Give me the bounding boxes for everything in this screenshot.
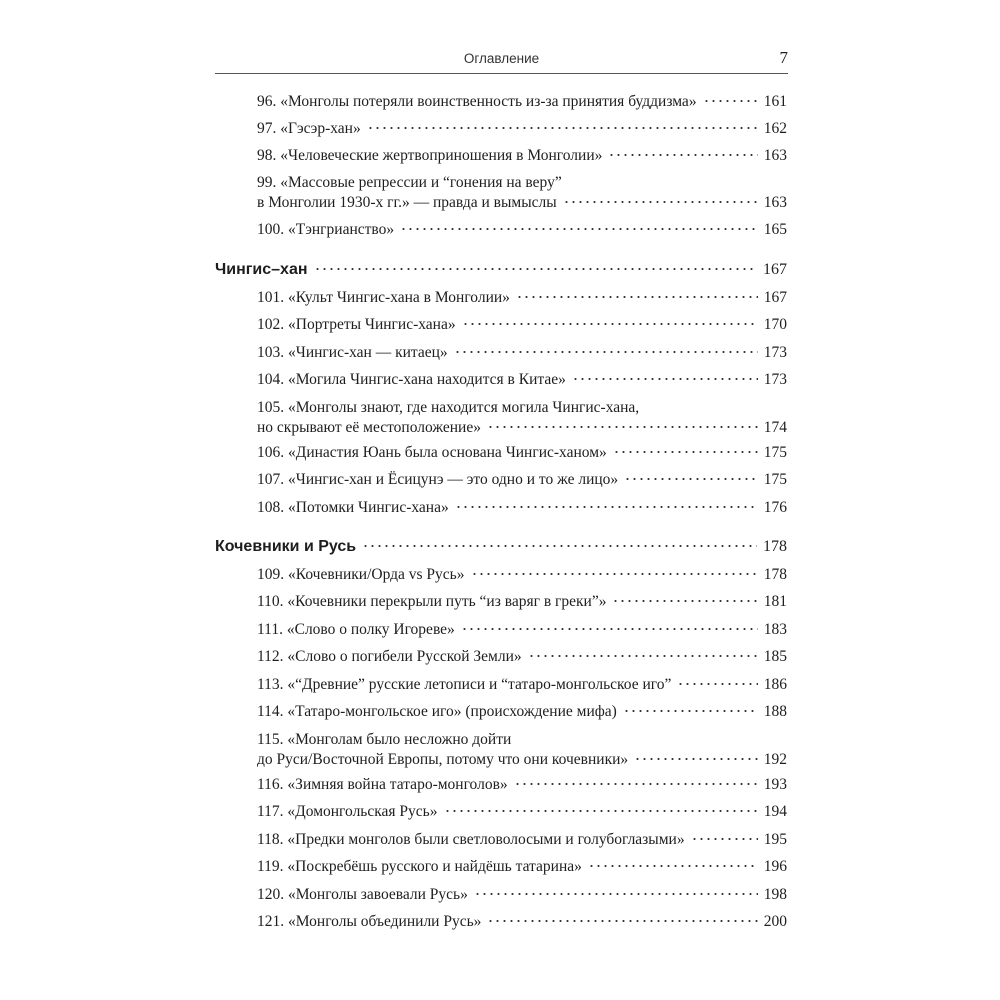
toc-entry bbox=[257, 220, 787, 240]
dot-leader bbox=[471, 572, 758, 576]
toc-entry-page: 196 bbox=[763, 858, 787, 875]
toc-section-page: 178 bbox=[763, 538, 787, 555]
toc-entry-title: 108. «Потомки Чингис-хана» bbox=[257, 499, 449, 516]
toc-entry bbox=[257, 647, 787, 667]
running-title: Оглавление bbox=[463, 51, 540, 66]
toc-entry-page: 178 bbox=[763, 566, 787, 583]
toc-entry bbox=[257, 315, 787, 335]
dot-leader bbox=[634, 757, 758, 761]
toc-entry-title: 121. «Монголы объединили Русь» bbox=[257, 913, 482, 930]
toc-entry bbox=[257, 592, 787, 612]
dot-leader bbox=[367, 126, 758, 130]
toc-entry-page: 193 bbox=[763, 776, 787, 793]
toc-entry bbox=[257, 802, 787, 822]
toc-entry bbox=[257, 146, 787, 166]
toc-entry-title: 117. «Домонгольская Русь» bbox=[257, 803, 438, 820]
toc-entry-page: 165 bbox=[763, 221, 787, 238]
toc-entry-page: 175 bbox=[763, 444, 787, 461]
toc-entry-title: 111. «Слово о полку Игореве» bbox=[257, 621, 455, 638]
toc-entry-page: 161 bbox=[763, 93, 787, 110]
dot-leader bbox=[314, 267, 758, 271]
dot-leader bbox=[487, 919, 757, 923]
toc-entry bbox=[257, 92, 787, 112]
toc-entry-title: 110. «Кочевники перекрыли путь “из варяг в греки”» bbox=[257, 593, 607, 610]
toc-entry-title-line1: 99. «Массовые репрессии и “гонения на веру” bbox=[257, 174, 562, 191]
toc-entry-title: 119. «Поскребёшь русского и найдёшь татарина» bbox=[257, 858, 582, 875]
dot-leader bbox=[623, 709, 758, 713]
dot-leader bbox=[563, 200, 758, 204]
dot-leader bbox=[608, 153, 757, 157]
page-number: 7 bbox=[779, 48, 788, 67]
dot-leader bbox=[462, 322, 758, 326]
toc-entry bbox=[257, 885, 787, 905]
toc-entry-title: 116. «Зимняя война татаро-монголов» bbox=[257, 776, 508, 793]
toc-entry-page: 175 bbox=[763, 471, 787, 488]
dot-leader bbox=[461, 627, 758, 631]
dot-leader bbox=[528, 654, 758, 658]
toc-entry-page: 200 bbox=[763, 913, 787, 930]
toc-entry-title: 107. «Чингис-хан и Ёсицунэ — это одно и то же лицо» bbox=[257, 471, 619, 488]
toc-entry-title-line1: 115. «Монголам было несложно дойти bbox=[257, 731, 512, 748]
toc-entry bbox=[257, 912, 787, 932]
toc-entry-page: 174 bbox=[763, 419, 787, 436]
toc-entry bbox=[257, 565, 787, 585]
toc-section bbox=[215, 260, 787, 280]
toc-entry-page: 185 bbox=[763, 648, 787, 665]
toc-entry-title: до Руси/Восточной Европы, потому что они кочевники» bbox=[257, 751, 629, 768]
dot-leader bbox=[454, 350, 758, 354]
toc-entry-title: 97. «Гэсэр-хан» bbox=[257, 120, 361, 137]
toc-entry-title: 103. «Чингис-хан — китаец» bbox=[257, 344, 448, 361]
dot-leader bbox=[624, 477, 758, 481]
toc-entry-title: 120. «Монголы завоевали Русь» bbox=[257, 886, 468, 903]
dot-leader bbox=[572, 377, 758, 381]
toc-entry bbox=[257, 675, 787, 695]
toc-entry bbox=[257, 443, 787, 463]
toc-entry-title: 114. «Татаро-монгольское иго» (происхождение мифа) bbox=[257, 703, 617, 720]
toc-entry-page: 188 bbox=[763, 703, 787, 720]
dot-leader bbox=[474, 892, 758, 896]
toc-entry-page: 192 bbox=[763, 751, 787, 768]
toc-entry-title: 96. «Монголы потеряли воинственность из-за принятия буддизма» bbox=[257, 93, 697, 110]
toc-entry bbox=[257, 775, 787, 795]
toc-entry bbox=[257, 702, 787, 722]
toc-entry bbox=[257, 343, 787, 363]
toc-entry-title: 112. «Слово о погибели Русской Земли» bbox=[257, 648, 522, 665]
toc-entry-page: 198 bbox=[763, 886, 787, 903]
toc-entry-page: 183 bbox=[763, 621, 787, 638]
dot-leader bbox=[444, 809, 758, 813]
toc-entry-title-line1: 105. «Монголы знают, где находится могила Чингис-хана, bbox=[257, 399, 640, 416]
dot-leader bbox=[455, 505, 758, 509]
toc-entry-title: 104. «Могила Чингис-хана находится в Китае» bbox=[257, 371, 566, 388]
dot-leader bbox=[613, 450, 758, 454]
toc-entry bbox=[257, 173, 787, 213]
toc-entry-page: 170 bbox=[763, 316, 787, 333]
toc-entry-page: 186 bbox=[763, 676, 787, 693]
toc-entry-title: 109. «Кочевники/Орда vs Русь» bbox=[257, 566, 465, 583]
toc-entry-page: 194 bbox=[763, 803, 787, 820]
toc-entry-title: 98. «Человеческие жертвоприношения в Монголии» bbox=[257, 147, 603, 164]
toc-entry-page: 173 bbox=[763, 344, 787, 361]
toc-section-page: 167 bbox=[763, 261, 787, 278]
toc-entry bbox=[257, 620, 787, 640]
toc-entry-page: 173 bbox=[763, 371, 787, 388]
toc-entry-title: но скрывают её местоположение» bbox=[257, 419, 481, 436]
toc-section-title: Чингис–хан bbox=[215, 261, 308, 278]
toc-section-title: Кочевники и Русь bbox=[215, 538, 357, 555]
toc-entry bbox=[257, 370, 787, 390]
dot-leader bbox=[362, 544, 757, 548]
dot-leader bbox=[588, 864, 758, 868]
toc-entry bbox=[257, 857, 787, 877]
toc-entry-page: 181 bbox=[763, 593, 787, 610]
toc-entry-page: 195 bbox=[763, 831, 787, 848]
toc-entry-title: 113. «“Древние” русские летописи и “татаро-монгольское иго” bbox=[257, 676, 672, 693]
toc-entry bbox=[257, 398, 787, 438]
dot-leader bbox=[487, 425, 758, 429]
toc-entry-page: 176 bbox=[763, 499, 787, 516]
toc-entry bbox=[257, 288, 787, 308]
running-header bbox=[215, 47, 788, 74]
toc-entry bbox=[257, 730, 787, 770]
dot-leader bbox=[612, 599, 757, 603]
dot-leader bbox=[400, 227, 758, 231]
toc-entry-page: 167 bbox=[763, 289, 787, 306]
toc-entry bbox=[257, 498, 787, 518]
toc-section bbox=[215, 537, 787, 557]
toc-entry-title: 101. «Культ Чингис-хана в Монголии» bbox=[257, 289, 510, 306]
toc-entry-title: 118. «Предки монголов были светловолосыми и голубоглазыми» bbox=[257, 831, 685, 848]
toc-entry bbox=[257, 119, 787, 139]
dot-leader bbox=[677, 682, 757, 686]
toc-entry-title: в Монголии 1930-х гг.» — правда и вымыслы bbox=[257, 194, 557, 211]
toc-entry bbox=[257, 470, 787, 490]
dot-leader bbox=[516, 295, 758, 299]
dot-leader bbox=[514, 782, 758, 786]
toc-entry-page: 163 bbox=[763, 194, 787, 211]
dot-leader bbox=[691, 837, 758, 841]
toc-entry-title: 106. «Династия Юань была основана Чингис-ханом» bbox=[257, 444, 607, 461]
toc-entry bbox=[257, 830, 787, 850]
dot-leader bbox=[703, 99, 758, 103]
toc-entry-title: 102. «Портреты Чингис-хана» bbox=[257, 316, 456, 333]
toc-entry-page: 162 bbox=[763, 120, 787, 137]
toc-entry-title: 100. «Тэнгрианство» bbox=[257, 221, 395, 238]
toc-entry-page: 163 bbox=[763, 147, 787, 164]
